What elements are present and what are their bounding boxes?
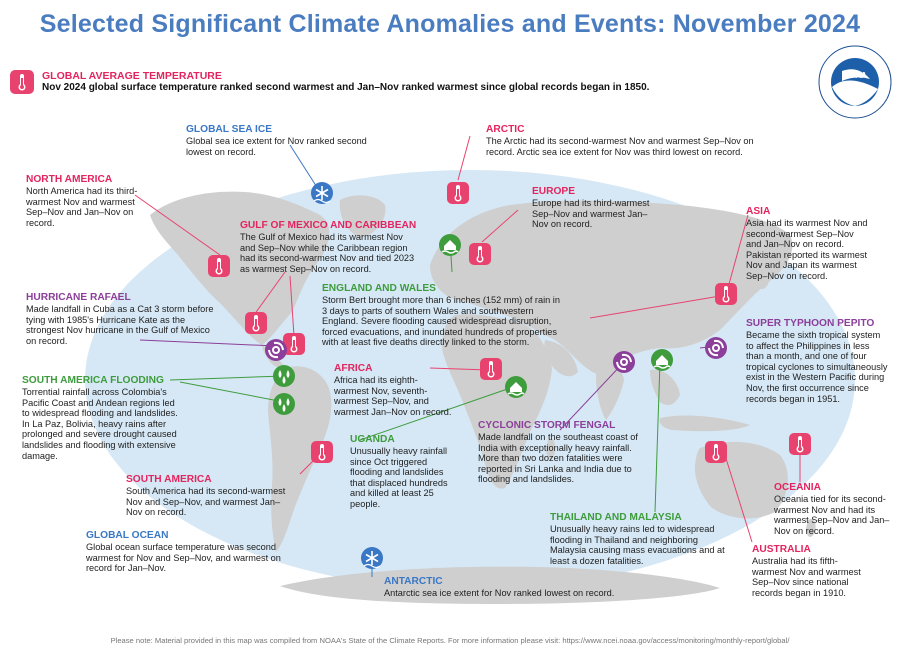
annotation-thailand-malaysia: THAILAND AND MALAYSIA Unusually heavy rains led to widespread flooding in Thailand and neighboring Malaysia causing mass evacuations and at least a dozen fatalities. (550, 512, 725, 566)
annotation-south-america-flooding: SOUTH AMERICA FLOODING Torrential rainfall across Colombia's Pacific Coast and Andean regions led to widespread flooding and landslides. In La Paz, Bolivia, heavy rains after prolonged and severe drought caused landslides and flooding with extensive damage. (22, 375, 178, 461)
annotation-africa: AFRICA Africa had its eighth-warmest Nov, seventh-warmest Sep–Nov, and warmest Jan–Nov on record. (334, 363, 452, 417)
footnote: Please note: Material provided in this map was compiled from NOAA's State of the Climate Reports. For more information please visit: https://www.ncei.noaa.gov/access/monitoring/monthly-report/global/ (110, 636, 790, 645)
rain-drops-icon (273, 393, 295, 415)
cyclone-icon (705, 337, 727, 359)
annotation-europe: EUROPE Europe had its third-warmest Sep–Nov and warmest Jan–Nov on record. (532, 186, 650, 230)
annotation-gulf: GULF OF MEXICO AND CARIBBEAN The Gulf of Mexico had its warmest Nov and Sep–Nov while the Caribbean region had its second-warmest Nov and tied 2023 as warmest Sep–Nov on record. (240, 220, 417, 274)
annotation-global-ocean: GLOBAL OCEAN Global ocean surface temperature was second warmest for Nov and Sep–Nov, and warmest on record for Jan–Nov. (86, 530, 281, 574)
cyclone-icon (613, 351, 635, 373)
thermometer-icon (705, 441, 727, 463)
annotation-north-america: NORTH AMERICA North America had its third-warmest Nov and warmest Sep–Nov and Jan–Nov on record. (26, 174, 138, 228)
thermometer-icon (789, 433, 811, 455)
thermometer-icon (480, 358, 502, 380)
annotation-asia: ASIA Asia had its warmest Nov and second-warmest Sep–Nov and Jan–Nov on record. Pakistan reported its warmest Nov and Japan its warmest Sep–Nov on record. (746, 206, 868, 281)
flood-house-icon (651, 349, 673, 371)
annotation-arctic: ARCTIC The Arctic had its second-warmest Nov and warmest Sep–Nov on record. Arctic sea ice extent for Nov was third lowest on record. (486, 124, 754, 157)
thermometer-icon (469, 243, 491, 265)
thermometer-icon (245, 312, 267, 334)
annotation-hurricane-rafael: HURRICANE RAFAEL Made landfall in Cuba as a Cat 3 storm before tying with 1985's Hurricane Kate as the strongest Nov hurricane in the Gulf of Mexico on record. (26, 292, 214, 346)
annotation-super-typhoon-pepito: SUPER TYPHOON PEPITO Became the sixth tropical system to affect the Philippines in less than a month, and one of four tropical cyclones to simultaneously exist in the Western Pacific during Nov, the first occurrence since records began in 1951. (746, 318, 888, 404)
global-average-heading: GLOBAL AVERAGE TEMPERATURE (42, 70, 222, 82)
annotation-antarctic: ANTARCTIC Antarctic sea ice extent for Nov ranked lowest on record. (384, 576, 615, 598)
snowflake-icon (361, 547, 383, 569)
annotation-global-sea-ice: GLOBAL SEA ICE Global sea ice extent for Nov ranked second lowest on record. (186, 124, 367, 157)
global-average-text: Nov 2024 global surface temperature ranked second warmest and Jan–Nov ranked warmest since global records began in 1850. (42, 82, 650, 93)
page-title: Selected Significant Climate Anomalies and Events: November 2024 (39, 10, 861, 38)
flood-house-icon (439, 234, 461, 256)
snowflake-icon (311, 182, 333, 204)
cyclone-icon (265, 339, 287, 361)
annotation-england-wales: ENGLAND AND WALES Storm Bert brought more than 6 inches (152 mm) of rain in 3 days to parts of southern Wales and southwestern England. Severe flooding caused widespread disruption, forced evacuations, and inundated hundreds of properties with at least five deaths directly linked to the storm. (322, 283, 560, 348)
thermometer-icon (208, 255, 230, 277)
svg-text:NOAA: NOAA (843, 71, 867, 80)
thermometer-icon (311, 441, 333, 463)
annotation-oceania: OCEANIA Oceania tied for its second-warmest Nov and had its warmest Sep–Nov and Jan–Nov on record. (774, 482, 890, 536)
annotation-australia: AUSTRALIA Australia had its fifth-warmest Nov and warmest Sep–Nov since national records began in 1910. (752, 544, 861, 598)
annotation-cyclonic-storm-fengal: CYCLONIC STORM FENGAL Made landfall on the southeast coast of India with exceptionally heavy rainfall. More than two dozen fatalities were reported in Sri Lanka and India due to flooding and landslides. (478, 420, 638, 485)
annotation-south-america: SOUTH AMERICA South America had its second-warmest Nov and Sep–Nov, and warmest Jan–Nov on record. (126, 474, 286, 518)
flood-house-icon (505, 376, 527, 398)
annotation-uganda: UGANDA Unusually heavy rainfall since Oct triggered flooding and landslides that displaced hundreds and killed at least 25 people. (350, 434, 448, 509)
rain-drops-icon (273, 365, 295, 387)
thermometer-icon (447, 182, 469, 204)
thermometer-icon (715, 283, 737, 305)
